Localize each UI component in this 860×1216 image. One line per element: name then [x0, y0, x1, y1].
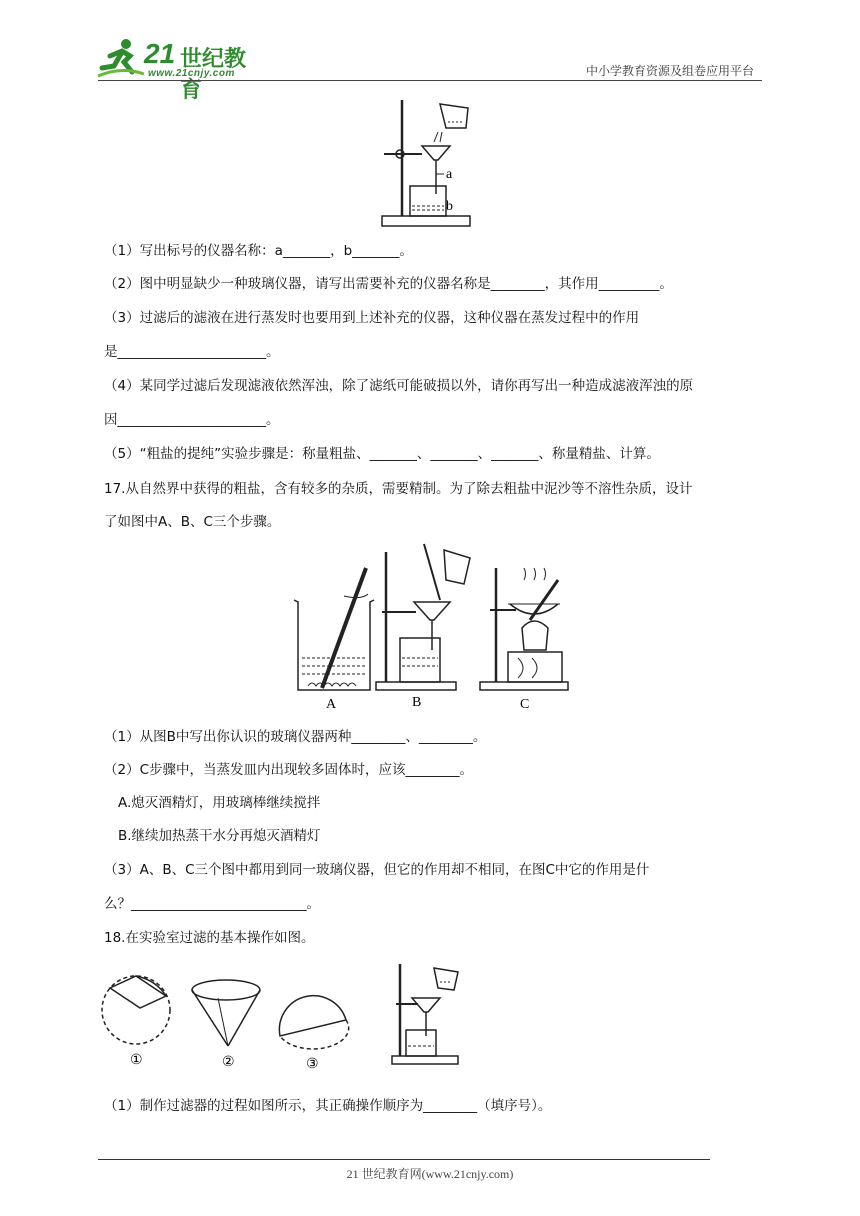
q18-label-3: ③ [306, 1057, 319, 1072]
runner-logo-icon [96, 36, 146, 80]
q17-sub3-line1: （3）A、B、C三个图中都用到同一玻璃仪器，但它的作用却不相同，在图C中它的作用是什 [104, 862, 650, 878]
q16-sub4-line1: （4）某同学过滤后发现滤液依然浑浊，除了滤纸可能破损以外，请你再写出一种造成滤液浑浊的原 [104, 378, 694, 394]
logo-text: 世纪教育 [180, 47, 247, 103]
q18-label-1: ① [130, 1053, 143, 1068]
q17-label-a: A [326, 697, 337, 712]
q16-sub4-line2: 因______________________。 [104, 412, 280, 428]
q18-sub1: （1）制作过滤器的过程如图所示，其正确操作顺序为________（填序号）。 [104, 1098, 552, 1114]
q16-sub2: （2）图中明显缺少一种玻璃仪器，请写出需要补充的仪器名称是________，其作用_________。 [104, 276, 673, 292]
q16-sub3-line2: 是______________________。 [104, 344, 280, 360]
q18-stem: 18.在实验室过滤的基本操作如图。 [104, 930, 315, 946]
q17-label-c: C [520, 697, 530, 712]
q16-sub3-line1: （3）过滤后的滤液在进行蒸发时也要用到上述补充的仪器，这种仪器在蒸发过程中的作用 [104, 310, 640, 326]
q17-label-b: B [412, 695, 422, 710]
q17-stem-line1: 17.从自然界中获得的粗盐，含有较多的杂质，需要精制。为了除去粗盐中泥沙等不溶性杂质，设计 [104, 481, 693, 497]
q17-stem-line2: 了如图中A、B、C三个步骤。 [104, 514, 281, 530]
q17-option-a: A.熄灭酒精灯，用玻璃棒继续搅拌 [118, 795, 321, 811]
header-divider [98, 80, 762, 81]
footer-text: 21 世纪教育网(www.21cnjy.com) [346, 1167, 514, 1181]
header-platform-text: 中小学教育资源及组卷应用平台 [585, 64, 754, 78]
q16-filtration-figure [378, 94, 478, 234]
q16-label-a: a [446, 167, 453, 182]
q16-label-b: b [446, 199, 453, 214]
q17-sub2: （2）C步骤中，当蒸发皿内出现较多固体时，应该________。 [104, 762, 474, 778]
footer-divider [98, 1159, 710, 1160]
q17-sub1: （1）从图B中写出你认识的玻璃仪器两种________、________。 [104, 729, 487, 745]
q16-sub5: （5）“粗盐的提纯”实验步骤是：称量粗盐、_______、_______、_______、称量精盐、计算。 [104, 446, 660, 462]
q17-abc-figure [286, 540, 576, 712]
logo-url: www.21cnjy.com [148, 68, 235, 79]
logo-number: 21 [144, 38, 176, 69]
q16-sub1: （1）写出标号的仪器名称：a_______，b_______。 [104, 243, 413, 259]
header-logo [96, 36, 266, 103]
q17-option-b: B.继续加热蒸干水分再熄灭酒精灯 [118, 828, 321, 844]
q17-sub3-line2: 么？__________________________。 [104, 896, 320, 912]
q18-filter-paper-figure [100, 960, 470, 1076]
q18-label-2: ② [222, 1055, 235, 1070]
